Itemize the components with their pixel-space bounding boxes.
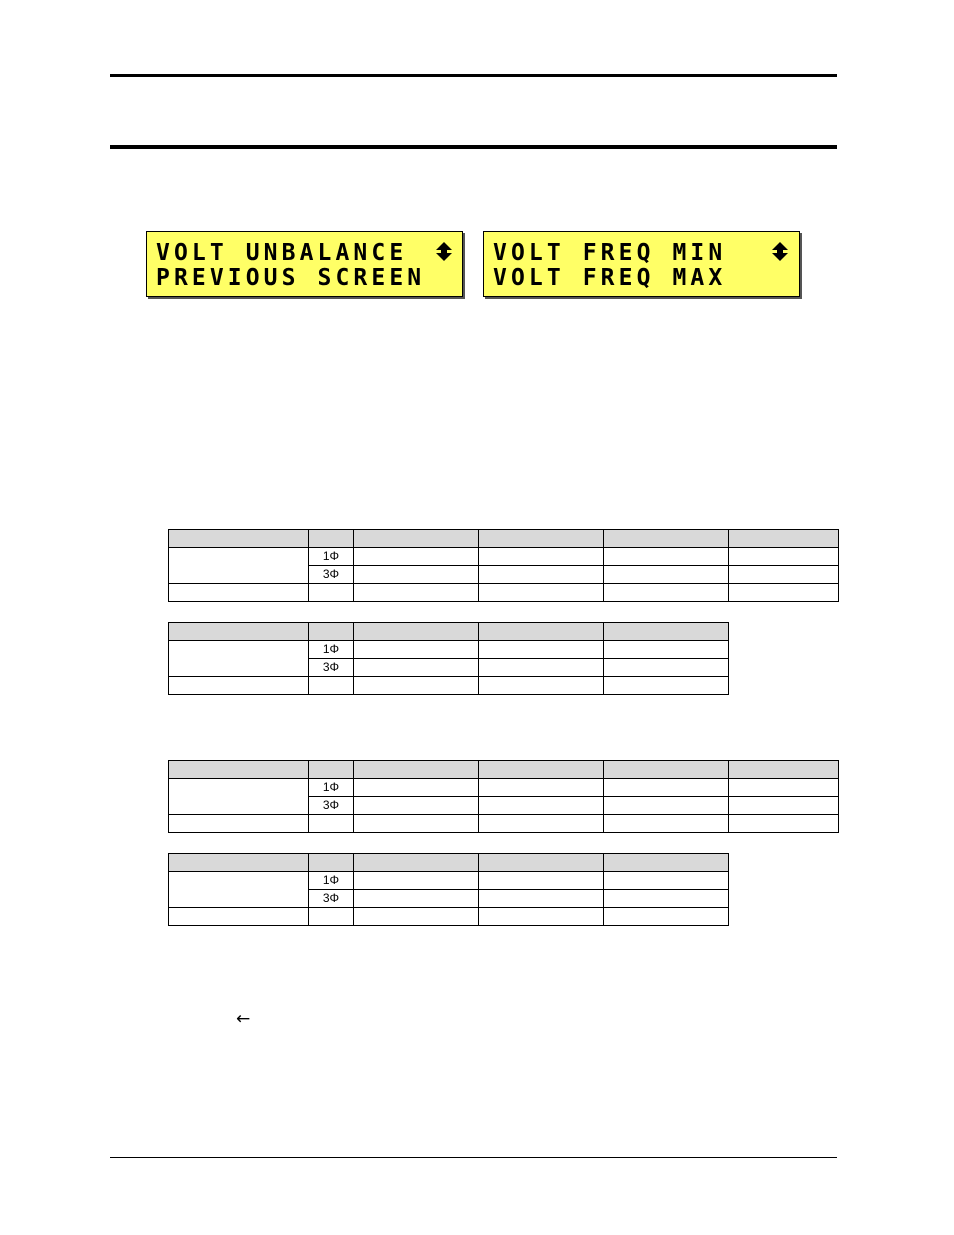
header-rule-bottom	[110, 145, 837, 149]
table-row	[169, 872, 729, 890]
table-row	[169, 584, 839, 602]
phase-1-label: 1Φ	[309, 779, 354, 797]
left-arrow-icon: ←	[236, 1009, 251, 1029]
spec-table-4	[168, 853, 729, 926]
phase-1-label: 1Φ	[309, 872, 354, 890]
phase-3-label: 3Φ	[309, 890, 354, 908]
table-header-row	[169, 530, 839, 548]
phase-1-label: 1Φ	[309, 641, 354, 659]
up-down-arrow-icon	[436, 242, 452, 262]
lcd-line-1: VOLT UNBALANCE	[156, 240, 408, 266]
phase-3-label: 3Φ	[309, 659, 354, 677]
spec-table-2	[168, 622, 729, 695]
spec-table-1	[168, 529, 839, 602]
lcd-line-2: PREVIOUS SCREEN	[156, 265, 426, 291]
table-row	[169, 779, 839, 797]
table-row	[169, 677, 729, 695]
spec-table-3	[168, 760, 839, 833]
footer-rule	[110, 1157, 837, 1158]
table-row	[169, 815, 839, 833]
table-row	[169, 641, 729, 659]
table-header-row	[169, 623, 729, 641]
lcd-screen-volt-unbalance	[146, 231, 463, 297]
lcd-screen-volt-freq	[483, 231, 800, 297]
lcd-line-1: VOLT FREQ MIN	[493, 240, 727, 266]
phase-3-label: 3Φ	[309, 566, 354, 584]
phase-3-label: 3Φ	[309, 797, 354, 815]
phase-1-label: 1Φ	[309, 548, 354, 566]
header-rule-top	[110, 74, 837, 77]
table-row	[169, 908, 729, 926]
table-row	[169, 548, 839, 566]
table-header-row	[169, 761, 839, 779]
lcd-line-2: VOLT FREQ MAX	[493, 265, 727, 291]
up-down-arrow-icon	[772, 242, 788, 262]
table-header-row	[169, 854, 729, 872]
